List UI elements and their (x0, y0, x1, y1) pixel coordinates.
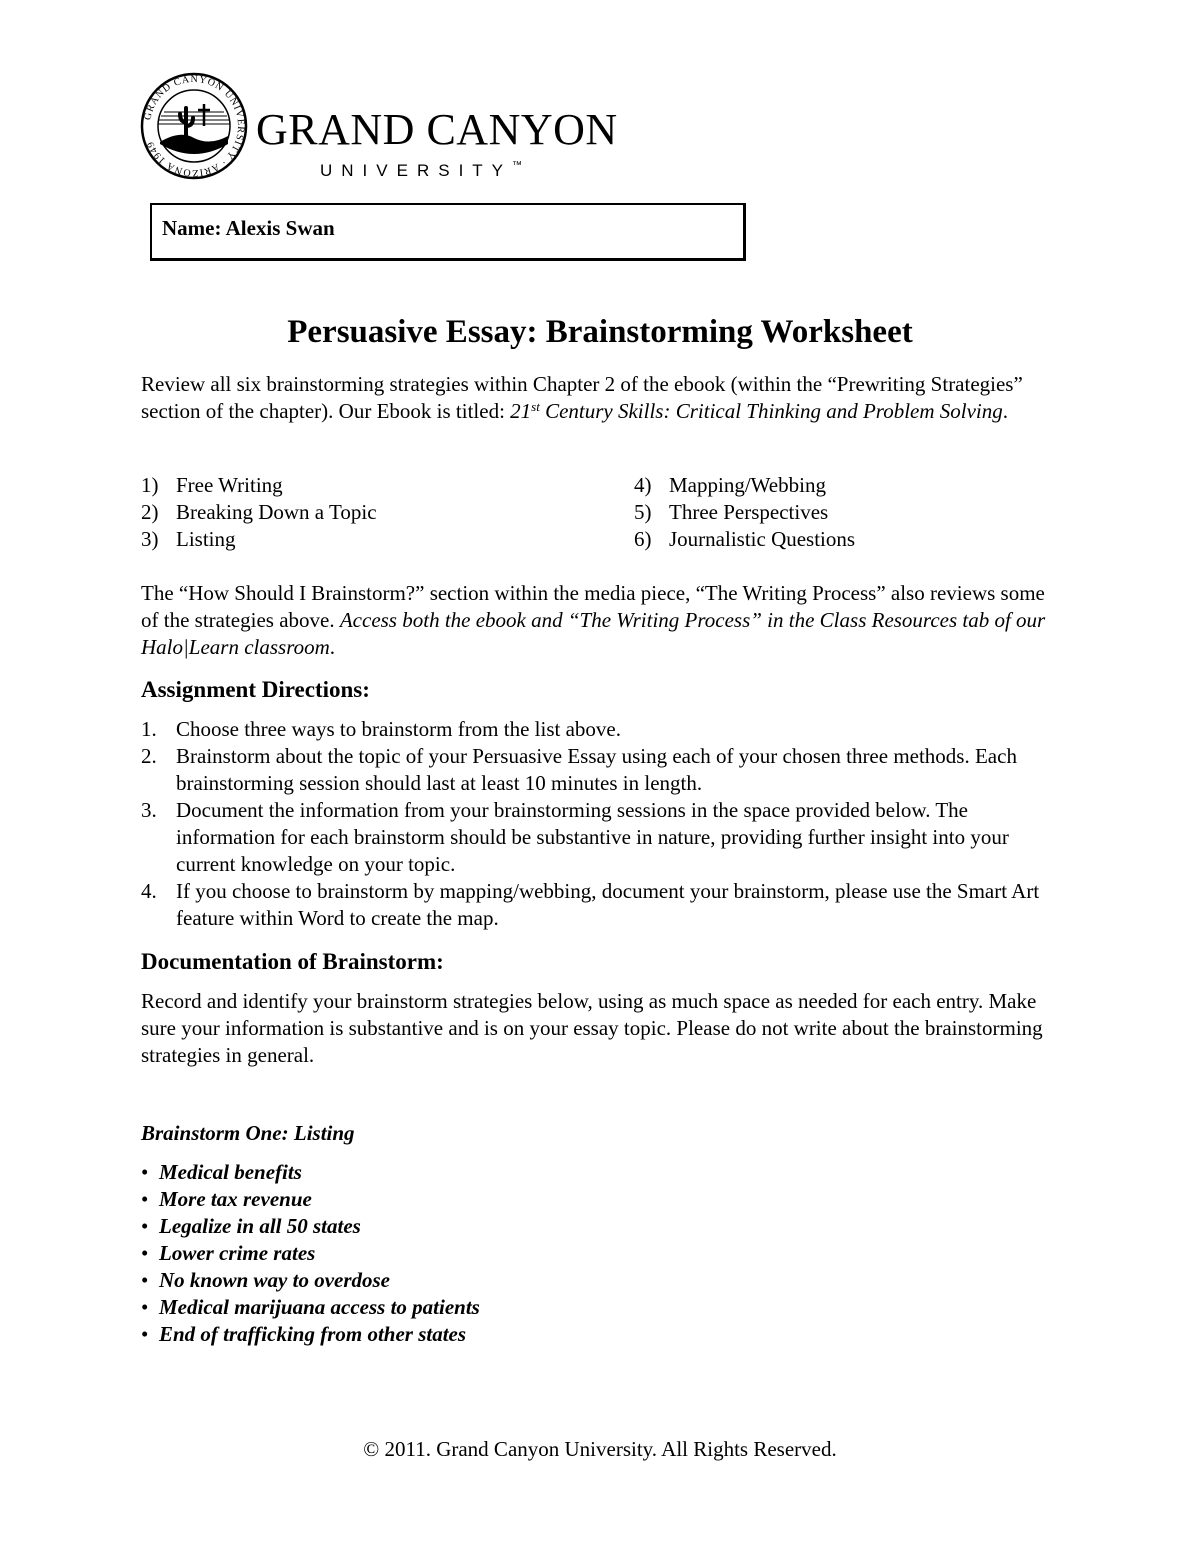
brainstorm-item-text: Medical marijuana access to patients (159, 1295, 480, 1319)
brainstorm-item (141, 1267, 480, 1294)
strategy-item (141, 499, 377, 526)
brainstorm-item-text: Medical benefits (159, 1160, 302, 1184)
bullet-icon: • (141, 1295, 149, 1319)
direction-number: 3. (141, 798, 157, 822)
strategies-list-right (634, 472, 855, 553)
direction-item (141, 797, 1061, 878)
strategy-label: Free Writing (176, 473, 283, 497)
name-box (150, 203, 746, 261)
brainstorm-item (141, 1240, 480, 1267)
strategy-item (634, 526, 855, 553)
university-seal-logo (140, 72, 248, 180)
bullet-icon: • (141, 1241, 149, 1265)
brainstorm-item (141, 1186, 480, 1213)
wordmark-main: GRAND CANYON (256, 105, 618, 154)
bullet-icon: • (141, 1322, 149, 1346)
direction-number: 1. (141, 717, 157, 741)
direction-item (141, 743, 1061, 797)
strategy-item (141, 472, 377, 499)
strategy-label: Journalistic Questions (669, 527, 856, 551)
documentation-heading: Documentation of Brainstorm: (141, 949, 444, 974)
strategy-number: 6) (634, 527, 652, 551)
directions-heading: Assignment Directions: (141, 677, 370, 702)
brainstorm-one-list (141, 1159, 480, 1348)
documentation-paragraph: Record and identify your brainstorm strategies below, using as much space as needed for each entry. Make sure your information is substantive and is on your essay topic. Please do not write about the brainstorming strategies in general. (141, 989, 1043, 1067)
bullet-icon: • (141, 1214, 149, 1238)
strategy-number: 3) (141, 527, 159, 551)
strategy-number: 4) (634, 473, 652, 497)
strategy-label: Mapping/Webbing (669, 473, 826, 497)
brainstorm-item-text: Legalize in all 50 states (159, 1214, 361, 1238)
direction-text: Brainstorm about the topic of your Persuasive Essay using each of your chosen three methods. Each brainstorming session should last at least 10 minutes in length. (176, 744, 1017, 795)
directions-list (141, 716, 1061, 932)
direction-item (141, 878, 1061, 932)
student-name: Name: Alexis Swan (162, 216, 335, 240)
strategy-item (634, 472, 855, 499)
bullet-icon: • (141, 1187, 149, 1211)
strategy-label: Three Perspectives (669, 500, 829, 524)
wordmark-sub: UNIVERSITY™ (320, 160, 523, 180)
brainstorm-item-text: More tax revenue (159, 1187, 312, 1211)
strategy-label: Listing (176, 527, 236, 551)
brainstorm-item (141, 1213, 480, 1240)
university-wordmark-logo (256, 105, 636, 180)
direction-number: 2. (141, 744, 157, 768)
brainstorm-item (141, 1159, 480, 1186)
direction-text: Document the information from your brainstorming sessions in the space provided below. The information for each brainstorm should be substantive in nature, providing further insight into your current knowledge on your topic. (176, 798, 1009, 876)
strategy-item (141, 526, 377, 553)
strategy-label: Breaking Down a Topic (176, 500, 377, 524)
brainstorm-item-text: No known way to overdose (159, 1268, 390, 1292)
direction-text: If you choose to brainstorm by mapping/webbing, document your brainstorm, please use the Smart Art feature within Word to create the map. (176, 879, 1040, 930)
strategy-number: 5) (634, 500, 652, 524)
direction-item (141, 716, 1061, 743)
brainstorm-item (141, 1294, 480, 1321)
bullet-icon: • (141, 1268, 149, 1292)
brainstorm-item (141, 1321, 480, 1348)
copyright-footer: © 2011. Grand Canyon University. All Rights Reserved. (363, 1437, 837, 1461)
brainstorm-item-text: End of trafficking from other states (159, 1322, 467, 1346)
brainstorm-item-text: Lower crime rates (159, 1241, 316, 1265)
strategy-number: 2) (141, 500, 159, 524)
direction-text: Choose three ways to brainstorm from the list above. (176, 717, 621, 741)
bullet-icon: • (141, 1160, 149, 1184)
direction-number: 4. (141, 879, 157, 903)
media-paragraph: The “How Should I Brainstorm?” section within the media piece, “The Writing Process” also reviews some of the strategies above. Access both the ebook and “The Writing Process” in the Class Resources tab of our Halo|Learn classroom. (141, 581, 1046, 659)
intro-paragraph: Review all six brainstorming strategies within Chapter 2 of the ebook (within the “Prewriting Strategies” section of the chapter). Our Ebook is titled: 21st Century Skills: Critical Thinking and Problem Solving. (141, 372, 1023, 423)
brainstorm-one-title: Brainstorm One: Listing (141, 1121, 355, 1145)
strategy-number: 1) (141, 473, 159, 497)
strategies-list-left (141, 472, 377, 553)
page-title: Persuasive Essay: Brainstorming Worksheet (287, 314, 913, 350)
svg-text:GRAND CANYON UNIVERSITY · ARIZ: GRAND CANYON UNIVERSITY · ARIZONA 1949 (142, 73, 247, 179)
strategy-item (634, 499, 855, 526)
